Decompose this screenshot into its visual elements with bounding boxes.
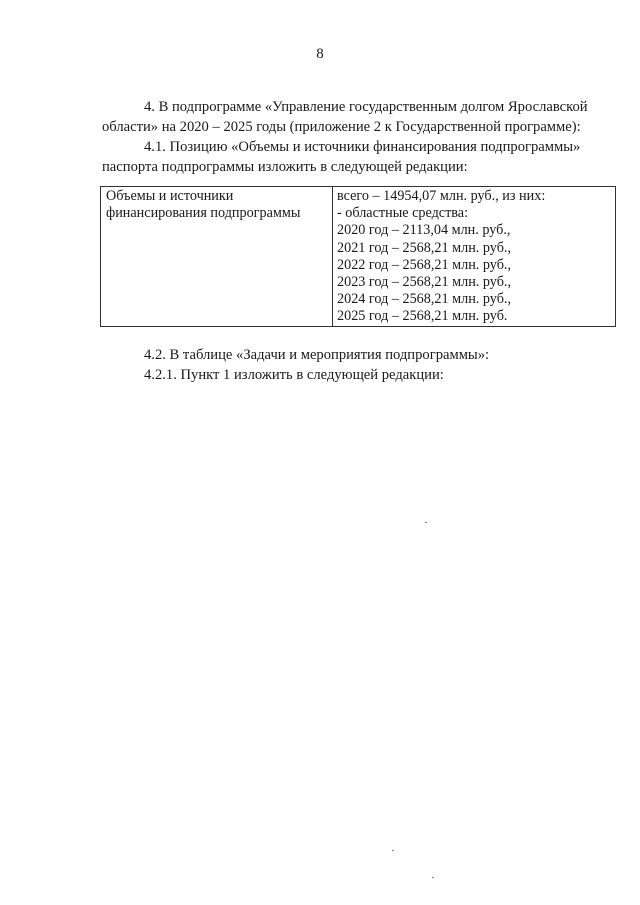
funding-table-row bbox=[101, 187, 616, 327]
scan-speck bbox=[432, 877, 434, 878]
funding-year-2024: 2024 год – 2568,21 млн. руб., bbox=[337, 291, 512, 308]
funding-year-2025: 2025 год – 2568,21 млн. руб. bbox=[337, 308, 508, 325]
section-4-2-1: 4.2.1. Пункт 1 изложить в следующей редакции: bbox=[144, 367, 444, 383]
funding-year-2020: 2020 год – 2113,04 млн. руб., bbox=[337, 222, 511, 239]
funding-year-2021: 2021 год – 2568,21 млн. руб., bbox=[337, 239, 512, 256]
funding-label-line: Объемы и источники bbox=[106, 188, 234, 204]
section-4-1-line-2: паспорта подпрограммы изложить в следующей редакции: bbox=[102, 159, 468, 175]
funding-total: всего – 14954,07 млн. руб., из них: bbox=[337, 188, 546, 204]
funding-values-cell bbox=[333, 187, 616, 327]
section-4-2: 4.2. В таблице «Задачи и мероприятия подпрограммы»: bbox=[144, 347, 490, 363]
section-4-heading-line-1: 4. В подпрограмме «Управление государственным долгом Ярославской bbox=[144, 99, 588, 115]
funding-label-line: финансирования подпрограммы bbox=[106, 205, 301, 221]
scan-speck bbox=[425, 522, 427, 523]
section-4-heading-line-2: области» на 2020 – 2025 годы (приложение 2 к Государственной программе): bbox=[102, 119, 581, 135]
funding-year-2022: 2022 год – 2568,21 млн. руб., bbox=[337, 256, 512, 273]
section-4-1-line-1: 4.1. Позицию «Объемы и источники финансирования подпрограммы» bbox=[144, 139, 581, 155]
scan-speck bbox=[392, 850, 394, 851]
funding-table bbox=[100, 186, 616, 327]
funding-label-cell bbox=[101, 187, 333, 327]
funding-source: - областные средства: bbox=[337, 205, 469, 222]
page-number: 8 bbox=[316, 46, 324, 62]
funding-year-2023: 2023 год – 2568,21 млн. руб., bbox=[337, 274, 512, 291]
